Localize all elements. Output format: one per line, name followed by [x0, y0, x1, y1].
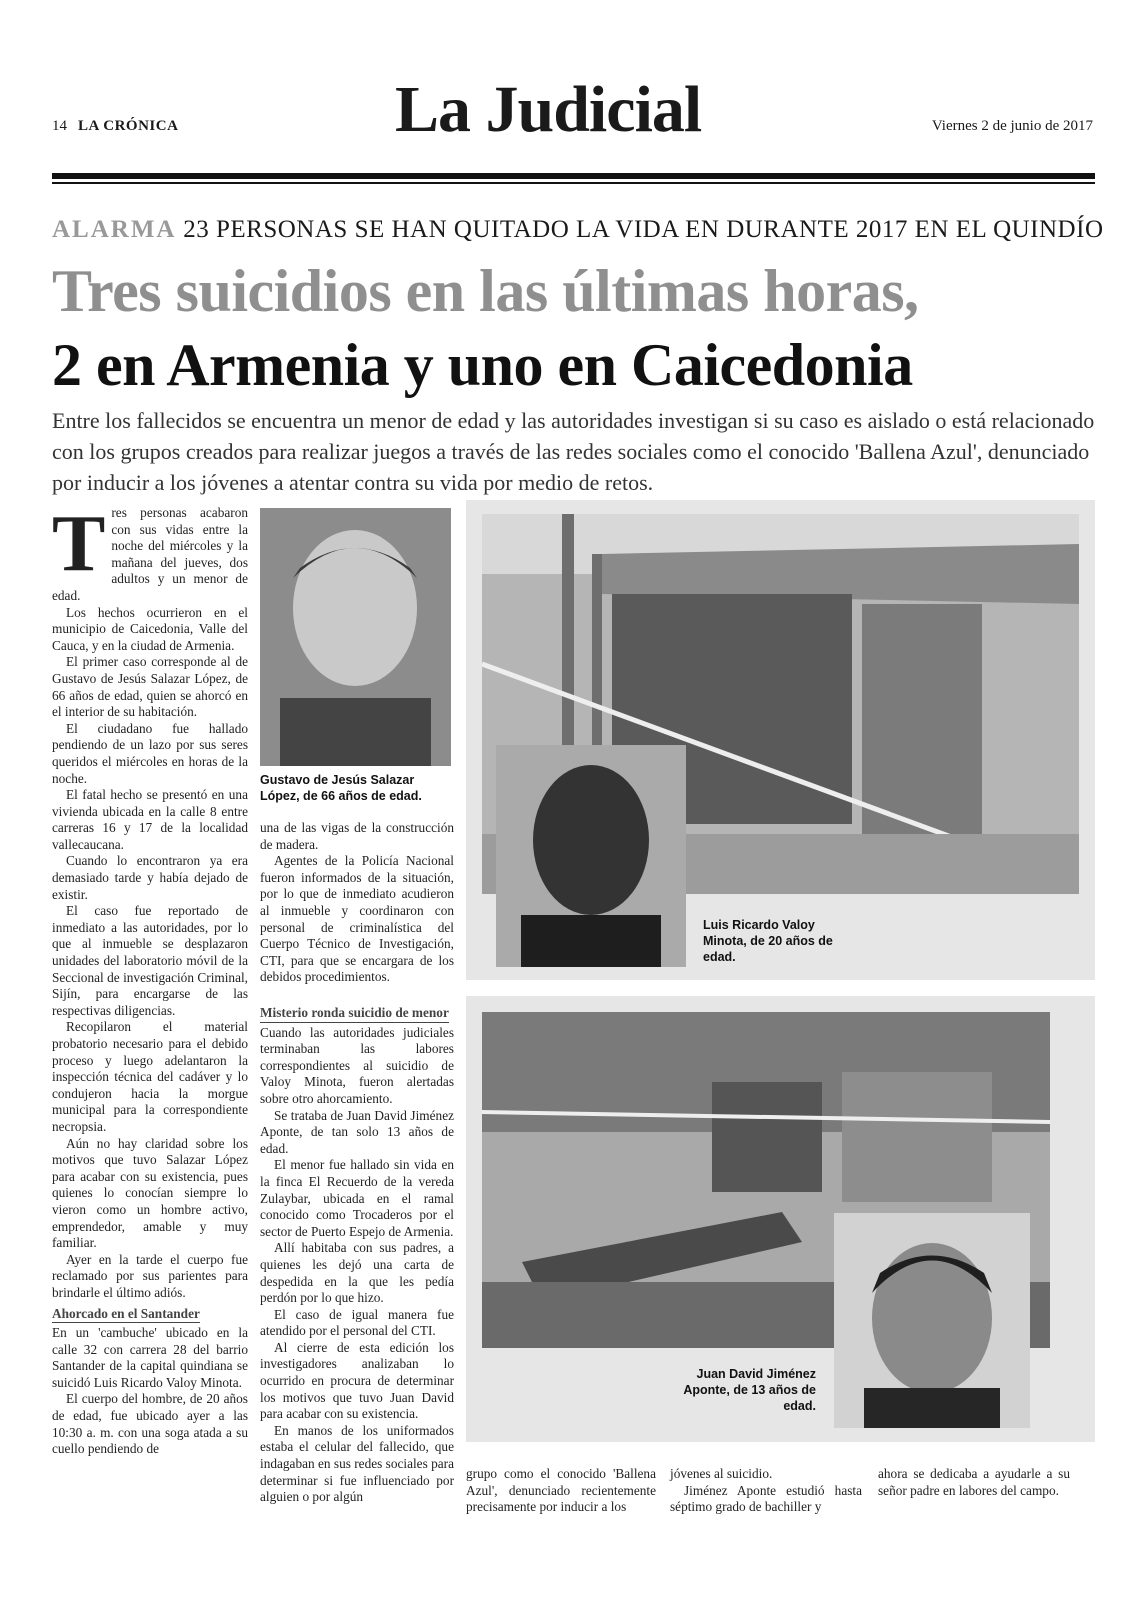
paragraph: Los hechos ocurrieron en el municipio de Caicedonia, Valle del Cauca, y en la ciudad de Armenia. [52, 604, 248, 653]
portrait-luis-image [496, 745, 686, 967]
headline-line-2: 2 en Armenia y uno en Caicedonia [52, 332, 913, 398]
article-column-2 [260, 820, 454, 986]
kicker [52, 216, 1104, 244]
portrait-juan-image [834, 1213, 1030, 1428]
portrait-juan [834, 1213, 1030, 1428]
header-rule-thin [52, 182, 1095, 184]
paragraph: Cuando las autoridades judiciales terminaban las labores correspondientes al suicidio de Valoy Minota, fueron alertadas sobre otro ahorcamiento. [260, 1024, 454, 1106]
paragraph: Ayer en la tarde el cuerpo fue reclamado por sus parientes para brindarle el último adiós. [52, 1251, 248, 1300]
paragraph: Recopilaron el material probatorio necesario para el debido proceso y luego adelantaron la inspección técnica del cadáver y lo condujeron hacia la morgue municipal para la correspondiente necropsia. [52, 1019, 248, 1134]
subheading-menor: Misterio ronda suicidio de menor [260, 1005, 449, 1023]
portrait-gustavo-image [260, 508, 451, 766]
paragraph: El fatal hecho se presentó en una vivienda ubicada en la calle 8 entre carreras 16 y 17 de la localidad vallecaucana. [52, 787, 248, 852]
paragraph: Allí habitaba con sus padres, a quienes les dejó una carta de despedida en la que les pedía perdón por lo que hizo. [260, 1240, 454, 1306]
paragraph: grupo como el conocido 'Ballena Azul', denunciado recientemente precisamente por inducir a los [466, 1466, 656, 1515]
headline-line-1: Tres suicidios en las últimas horas, [52, 258, 919, 324]
paragraph: Jiménez Aponte estudió hasta séptimo grado de bachiller y [670, 1482, 862, 1515]
paragraph: Al cierre de esta edición los investigadores analizaban lo ocurrido en procura de determinar los motivos que tuvo Juan David para acabar con su existencia. [260, 1339, 454, 1422]
paragraph: El ciudadano fue hallado pendiendo de un lazo por sus seres queridos el miércoles en horas de la noche. [52, 720, 248, 786]
kicker-label: ALARMA [52, 216, 177, 243]
paragraph: Aún no hay claridad sobre los motivos que tuvo Salazar López para acabar con su existencia, pues quienes lo conocían siempre lo vieron como un hombre activo, emprendedor, amable y muy familiar. [52, 1135, 248, 1251]
paragraph: En un 'cambuche' ubicado en la calle 32 con carrera 28 del barrio Santander de la capital quindiana se suicidó Luis Ricardo Valoy Minota. [52, 1325, 248, 1390]
paragraph: Tres personas acabaron con sus vidas entre la noche del miércoles y la mañana del jueves, dos adultos y un menor de edad. [52, 500, 248, 603]
paragraph: Se trataba de Juan David Jiménez Aponte, de tan solo 13 años de edad. [260, 1107, 454, 1156]
paragraph: En manos de los uniformados estaba el celular del fallecido, que indagaban en sus redes sociales para determinar si fue influenciado por alguien o por algún [260, 1422, 454, 1505]
paragraph: Agentes de la Policía Nacional fueron informados de la situación, por lo que de inmediato acudieron al inmueble y coordinaron con personal de criminalística del Cuerpo Técnico de Investigación, CTI, para que se encargara de los debidos procedimientos. [260, 853, 454, 985]
article-column-4 [670, 1466, 862, 1516]
caption-luis: Luis Ricardo Valoy Minota, de 20 años de edad. [703, 918, 833, 964]
paragraph: una de las vigas de la construcción de madera. [260, 820, 454, 852]
newspaper-name: LA CRÓNICA [78, 118, 179, 134]
issue-date: Viernes 2 de junio de 2017 [931, 118, 1093, 134]
portrait-luis [496, 745, 686, 967]
kicker-text: 23 PERSONAS SE HAN QUITADO LA VIDA EN DURANTE 2017 EN EL QUINDÍO [183, 216, 1104, 243]
paragraph: El caso fue reportado de inmediato a las autoridades, por lo que al inmueble se desplazaron unidades del laboratorio móvil de la Seccional de investigación Criminal, Sijín, para encargarse de las respectivas diligencias. [52, 903, 248, 1018]
subheading-santander: Ahorcado en el Santander [52, 1306, 200, 1324]
section-title: La Judicial [395, 73, 702, 146]
article-column-1 [52, 500, 248, 1458]
article-column-5 [878, 1466, 1070, 1499]
portrait-gustavo [260, 508, 451, 766]
article-column-2b [260, 1001, 454, 1506]
caption-gustavo: Gustavo de Jesús Salazar López, de 66 años de edad. [260, 773, 422, 803]
caption-juan: Juan David Jiménez Aponte, de 13 años de edad. [683, 1367, 816, 1413]
paragraph: Cuando lo encontraron ya era demasiado tarde y había dejado de existir. [52, 853, 248, 902]
deck-text: Entre los fallecidos se encuentra un menor de edad y las autoridades investigan si su caso es aislado o está relacionado con los grupos creados para realizar juegos a través de las redes sociales como el conocido 'Ballena Azul', denunciado por inducir a los jóvenes a atentar contra su vida por medio de retos. [52, 408, 1095, 495]
header-rule [52, 173, 1095, 179]
paragraph: El cuerpo del hombre, de 20 años de edad, fue ubicado ayer a las 10:30 a. m. con una soga atada a su cuello pendiendo de [52, 1391, 248, 1457]
paragraph: El caso de igual manera fue atendido por el personal del CTI. [260, 1306, 454, 1339]
drop-cap: T [52, 500, 106, 588]
paragraph: El menor fue hallado sin vida en la finca El Recuerdo de la vereda Zulaybar, ubicada en el ramal conocido como Trocaderos por el sector de Puerto Espejo de Armenia. [260, 1157, 454, 1239]
paragraph: El primer caso corresponde al de Gustavo de Jesús Salazar López, de 66 años de edad, quien se ahorcó en el interior de su habitación. [52, 654, 248, 720]
paragraph: ahora se dedicaba a ayudarle a su señor padre en labores del campo. [878, 1466, 1070, 1498]
page-number: 14 [52, 118, 67, 134]
paragraph: jóvenes al suicidio. [670, 1466, 773, 1481]
article-column-3 [466, 1466, 656, 1516]
